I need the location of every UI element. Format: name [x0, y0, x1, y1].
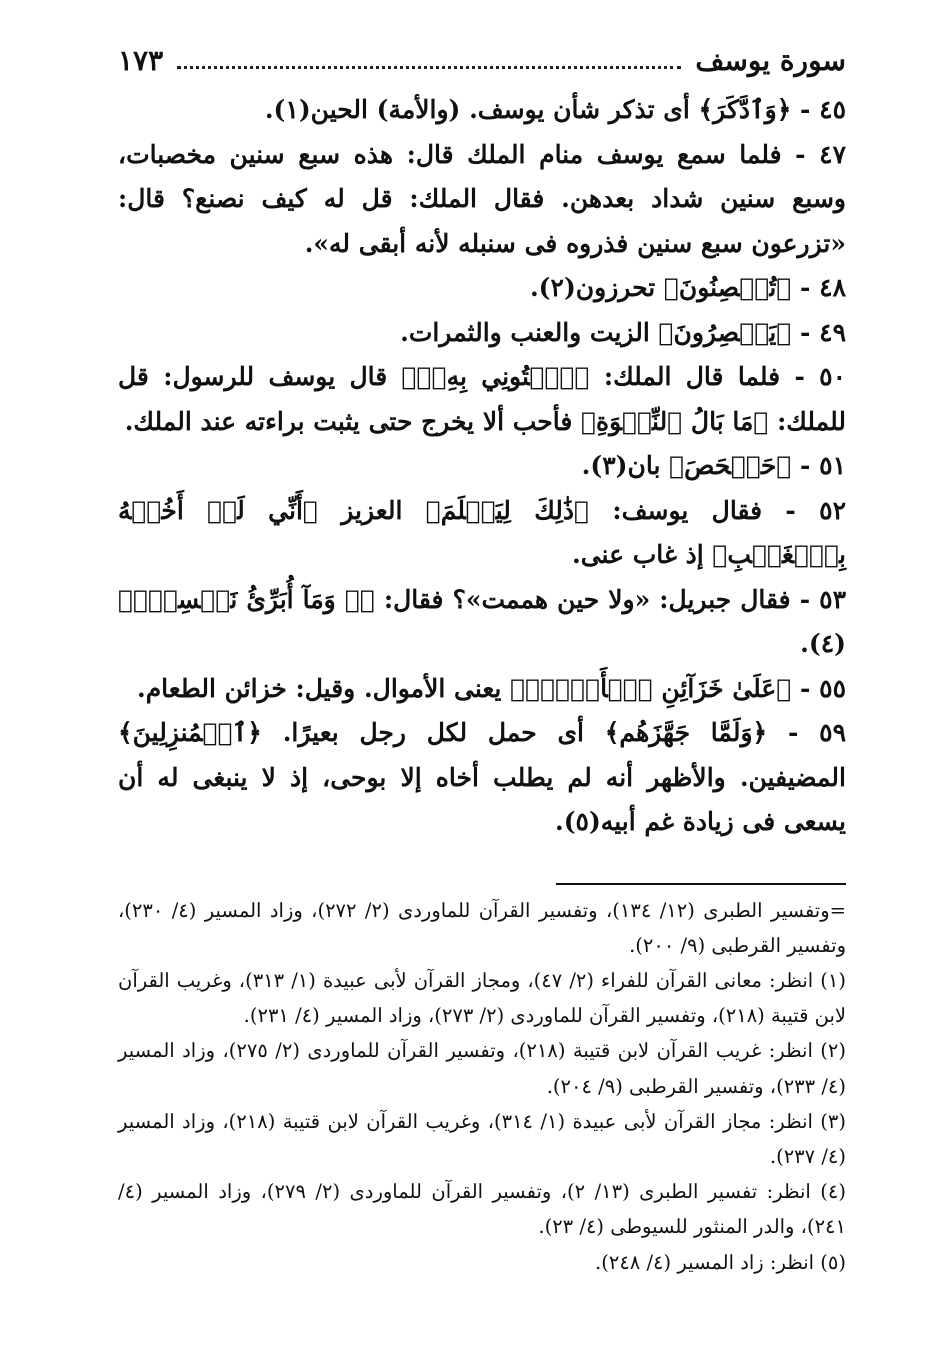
- footnote-2: (٢) انظر: غريب القرآن لابن قتيبة (٢١٨)، وتفسير القرآن للماوردى (٢/ ٢٧٥)، وزاد المسير (٤/ ٢٣٣)، وتفسير القرطبى (٩/ ٢٠٤).: [118, 1039, 847, 1098]
- footnote-3: (٣) انظر: مجاز القرآن لأبى عبيدة (١/ ٣١٤)، وغريب القرآن لابن قتيبة (٢١٨)، وزاد المسير (٤/ ٢٣٧).: [118, 1109, 846, 1168]
- verse-note-53: ٥٣ - فقال جبريل: «ولا حين هممت»؟ فقال: ﴿۞ وَمَآ أُبَرِّئُ نَفۡسِيٓۚ﴾(٤).: [118, 584, 846, 658]
- header-dotted-leader: [177, 52, 681, 69]
- footnote-4: (٤) انظر: تفسير الطبرى (١٣/ ٢)، وتفسير القرآن للماوردى (٢/ ٢٧٩)، وزاد المسير (٤/ ٢٤١)، والدر المنثور للسيوطى (٤/ ٢٣).: [118, 1180, 846, 1239]
- running-header: [118, 38, 846, 82]
- verse-note-52: ٥٢ - فقال يوسف: ﴿ذَٰلِكَ لِيَعۡلَمَ﴾ العزيز ﴿أَنِّي لَمۡ أَخُنۡهُ بِٱلۡغَيۡبِ﴾ إذ غاب عنى.: [118, 495, 846, 569]
- verse-note-49: ٤٩ - ﴿يَعۡصِرُونَ﴾ الزيت والعنب والثمرات.: [400, 317, 846, 347]
- verse-note-50: ٥٠ - فلما قال الملك: ﴿ٱئۡتُونِي بِهِۦۖ﴾ قال يوسف للرسول: قل للملك: ﴿مَا بَالُ ٱلنِّسۡوَةِ﴾ فأحب ألا يخرج حتى يثبت براءته عند الملك.: [118, 362, 847, 436]
- verse-note-47: ٤٧ - فلما سمع يوسف منام الملك قال: هذه سبع سنين مخصبات، وسبع سنين شداد بعدهن. فقال الملك: قل له كيف نصنع؟ قال: «تزرعون سبع سنين فذروه فى سنبله لأنه أبقى له».: [118, 139, 846, 258]
- footnotes: [118, 893, 846, 1280]
- footnote-1: (١) انظر: معانى القرآن للفراء (٢/ ٤٧)، ومجاز القرآن لأبى عبيدة (١/ ٣١٣)، وغريب القرآن لابن قتيبة (٢١٨)، وتفسير القرآن للماوردى (٢/ ٢٧٣)، وزاد المسير (٤/ ٢٣١).: [118, 968, 846, 1028]
- book-page: [118, 38, 846, 1338]
- commentary-body: [118, 88, 846, 845]
- verse-note-55: ٥٥ - ﴿عَلَىٰ خَزَآئِنِ ٱلۡأَرۡضِۖ﴾ يعنى الأموال. وقيل: خزائن الطعام.: [137, 673, 846, 703]
- verse-note-59: ٥٩ - ﴿وَلَمَّا جَهَّزَهُم﴾ أى حمل لكل رجل بعيرًا. ﴿ٱلۡمُنزِلِينَ﴾ المضيفين. والأظهر أنه لم يطلب أخاه إلا بوحى، إذ لا ينبغى له أن يسعى فى زيادة غم أبيه(٥).: [118, 718, 846, 836]
- page-number: ١٧٣: [118, 43, 164, 77]
- verse-note-51: ٥١ - ﴿حَصۡحَصَ﴾ بان(٣).: [581, 451, 846, 480]
- footnote-continued: =وتفسير الطبرى (١٢/ ١٣٤)، وتفسير القرآن للماوردى (٢/ ٢٧٢)، وزاد المسير (٤/ ٢٣٠)، وتفسير القرطبى (٩/ ٢٠٠).: [118, 898, 846, 957]
- footnote-separator: [556, 883, 846, 885]
- footnote-5: (٥) انظر: زاد المسير (٤/ ٢٤٨).: [595, 1250, 846, 1274]
- verse-note-48: ٤٨ - ﴿تُحۡصِنُونَ﴾ تحرزون(٢).: [529, 273, 846, 302]
- verse-note-45: ٤٥ - ﴿وَٱدَّكَرَ﴾ أى تذكر شأن يوسف. (والأمة) الحين(١).: [264, 95, 846, 124]
- surah-title: سورة يوسف: [695, 43, 846, 77]
